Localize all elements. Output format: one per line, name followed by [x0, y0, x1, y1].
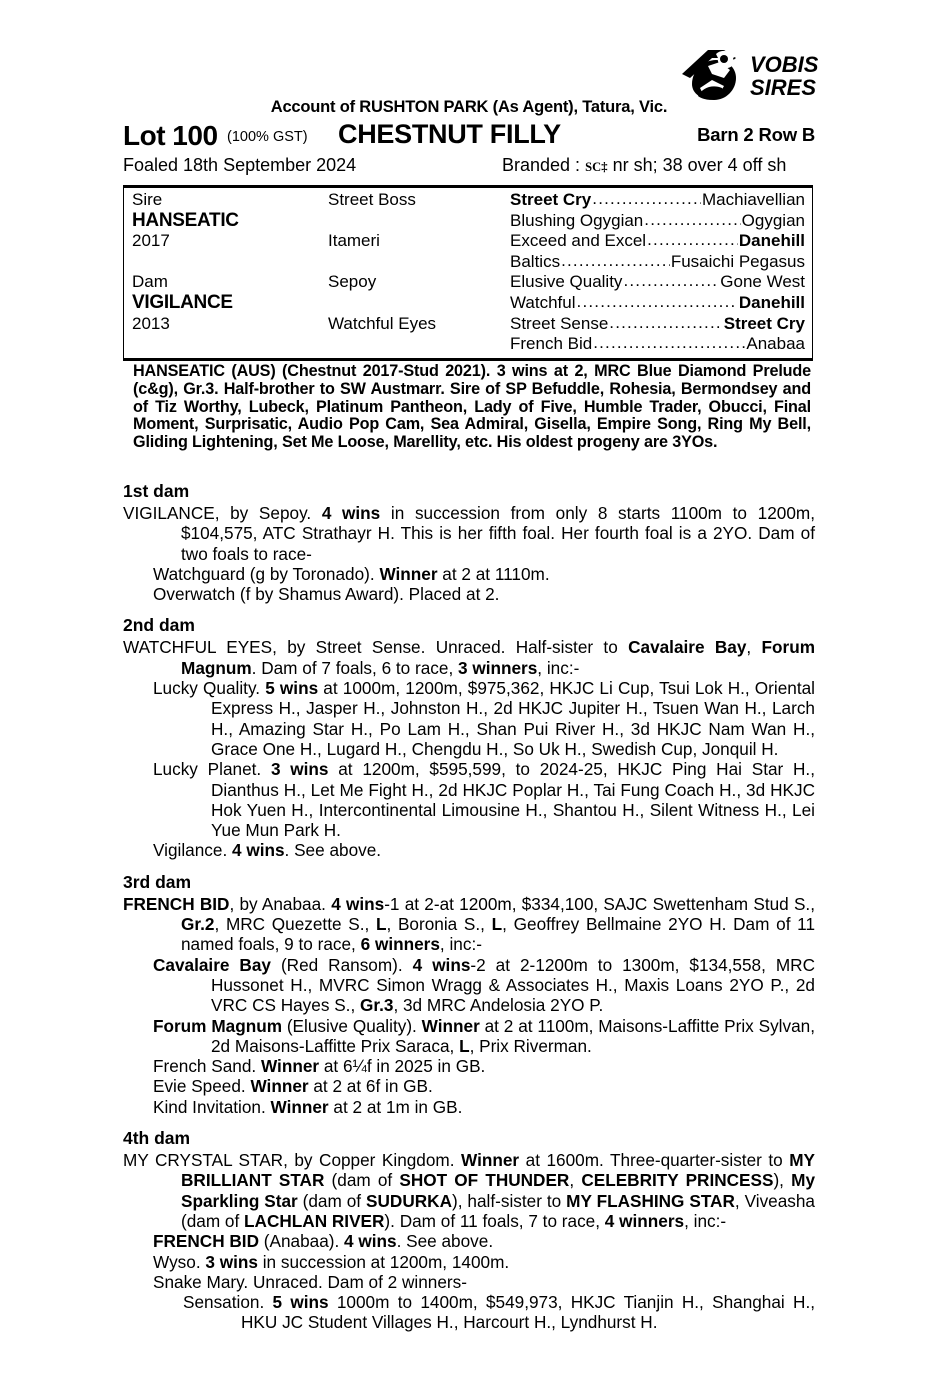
pedigree-cell-second-generation: Sepoy: [328, 272, 377, 292]
branded-description: [502, 155, 786, 176]
account-line: Account of RUSHTON PARK (As Agent), Tatura, Vic.: [270, 98, 668, 116]
highlighted-performance-text: 4 wins: [321, 503, 381, 523]
pedigree-sire-name: Baltics: [510, 251, 561, 271]
dot-leader: [623, 271, 719, 292]
entry-text: (dam of: [297, 1190, 367, 1211]
pedigree-row: [124, 293, 812, 314]
pedigree-cell-second-generation: Watchful Eyes: [328, 313, 437, 333]
pedigree-cell-generation-label: 2013: [132, 313, 170, 333]
highlighted-performance-text: Winner: [270, 1096, 329, 1117]
pedigree-cell-third-generation: [510, 252, 805, 273]
dot-leader: [609, 313, 722, 334]
entry-text: Overwatch (f by Shamus Award). Placed at 2.: [153, 584, 500, 605]
pedigree-entry: [123, 955, 815, 1016]
pedigree-row: [124, 190, 812, 211]
entry-text: in succession from only 8 starts 1100m to 1200m, $104,575, ATC Strathayr H. This is her fifth foal. Her fourth foal is a 2YO. Dam of two foals to race-: [181, 503, 815, 564]
entry-text: at 2 at 1110m.: [437, 563, 550, 584]
entry-text: , inc:-: [537, 657, 580, 678]
entry-text: at 1000m, 1200m, $975,362, HKJC Li Cup, Tsui Lok H., Oriental Express H., Jasper H., Johnston H., 2d HKJC Jupiter H., Tsuen Wan H., Larch H., Amazing Star H., Po Lam H., Shan Pui River H., 3d HKJC Nam Wan H., Grace One H., Lugard H., Chengdu H., So Uk H., Swedish Cup, Jonquil H.: [211, 678, 815, 759]
entry-text: , Prix Riverman.: [469, 1035, 592, 1056]
entry-text: at 2 at 1m in GB.: [328, 1096, 463, 1117]
pedigree-cell-third-generation: [510, 314, 805, 335]
highlighted-performance-text: 4 wins: [232, 840, 285, 861]
highlighted-performance-text: Gr.3: [360, 995, 394, 1016]
pedigree-row: [124, 252, 812, 273]
pedigree-entry: [123, 759, 815, 840]
pedigree-sire-name: French Bid: [510, 334, 593, 354]
dot-leader: [561, 251, 670, 272]
pedigree-dam-name: Gone West: [720, 272, 805, 292]
pedigree-cell-generation-label: 2017: [132, 231, 170, 251]
entry-text: . See above.: [284, 840, 382, 861]
entry-text: , Geoffrey Bellmaine 2YO H. Dam of 11 named foals, 9 to race,: [181, 914, 816, 955]
highlighted-performance-text: Winner: [260, 1056, 320, 1077]
pedigree-cell-third-generation: [510, 231, 805, 252]
entry-text: , Viveasha (dam of: [181, 1190, 815, 1231]
entry-text: Lucky Planet.: [153, 759, 271, 780]
highlighted-performance-text: SUDURKA: [366, 1190, 452, 1211]
entry-text: ,: [746, 637, 762, 658]
pedigree-entry: [123, 584, 815, 604]
entry-text: Snake Mary. Unraced. Dam of 2 winners-: [153, 1271, 467, 1292]
pedigree-row: [124, 314, 812, 335]
logo-word-sires: SIRES: [750, 75, 817, 100]
entry-text: (Anabaa).: [259, 1231, 345, 1252]
pedigree-cell-third-generation: [510, 272, 805, 293]
pedigree-row: [124, 231, 812, 252]
entry-text: Vigilance.: [153, 840, 232, 861]
lot-header-row: [123, 120, 815, 152]
pedigree-cell-third-generation: [510, 211, 805, 232]
pedigree-cell-third-generation: [510, 334, 805, 355]
highlighted-performance-text: 4 wins: [331, 893, 385, 914]
pedigree-entry: [123, 1097, 815, 1117]
entry-text: WATCHFUL EYES, by Street Sense. Unraced. Half-sister to: [123, 637, 629, 658]
pedigree-entry: [123, 503, 815, 564]
pedigree-entry: [123, 1292, 815, 1333]
pedigree-sire-name: Street Sense: [510, 313, 609, 333]
pedigree-cell-third-generation: [510, 293, 805, 314]
pedigree-row: [124, 334, 812, 355]
entry-text: Watchguard (g by Toronado).: [153, 563, 380, 584]
gst-note: (100% GST): [227, 129, 308, 145]
highlighted-performance-text: 4 winners: [604, 1210, 685, 1231]
pedigree-dam-name: Ogygian: [741, 210, 805, 230]
highlighted-performance-text: L: [375, 914, 387, 935]
vobis-sires-logo-icon: [678, 44, 818, 106]
dot-leader: [644, 210, 740, 231]
highlighted-performance-text: FRENCH BID: [153, 1231, 259, 1252]
entry-text: ), half-sister to: [451, 1190, 567, 1211]
pedigree-entry: [123, 1231, 815, 1251]
entry-text: . See above.: [396, 1231, 494, 1252]
entry-text: MY CRYSTAL STAR, by Copper Kingdom.: [123, 1150, 462, 1171]
highlighted-performance-text: SHOT OF THUNDER: [399, 1170, 570, 1191]
entry-text: , by Anabaa.: [229, 893, 332, 914]
entry-text: ). Dam of 11 foals, 7 to race,: [384, 1210, 605, 1231]
entry-text: at 6¼f in 2025 in GB.: [319, 1056, 486, 1077]
highlighted-performance-text: 5 wins: [265, 678, 319, 699]
entry-text: French Sand.: [153, 1056, 261, 1077]
highlighted-performance-text: L: [491, 914, 503, 935]
dam-sections: [123, 480, 815, 1333]
pedigree-entry: [123, 637, 815, 678]
pedigree-dam-name: Machiavellian: [702, 190, 805, 209]
pedigree-entry: [123, 1150, 815, 1231]
entry-text: at 1600m. Three-quarter-sister to: [519, 1150, 790, 1171]
highlighted-performance-text: Gr.2: [181, 914, 215, 935]
dam-section-heading: 3rd dam: [123, 871, 192, 892]
dam-section-heading: 1st dam: [123, 481, 190, 501]
highlighted-performance-text: 4 wins: [344, 1231, 397, 1252]
highlighted-performance-text: 3 wins: [205, 1251, 258, 1272]
pedigree-entry: [123, 1272, 815, 1292]
entry-text: VIGILANCE, by Sepoy.: [123, 503, 322, 523]
dam-section-heading: 2nd dam: [123, 615, 195, 636]
entry-text: 1000m to 1400m, $549,973, HKJC Tianjin H., Shanghai H., HKU JC Student Villages H., Harcourt H., Lyndhurst H.: [241, 1292, 815, 1333]
highlighted-performance-text: CELEBRITY PRINCESS: [581, 1170, 774, 1191]
vobis-sires-logo: [678, 44, 818, 106]
pedigree-sire-name: Exceed and Excel: [510, 231, 647, 251]
pedigree-dam-name: Danehill: [738, 292, 805, 312]
pedigree-entry: [123, 894, 815, 955]
pedigree-row: [124, 211, 812, 232]
pedigree-entry: [123, 1016, 815, 1057]
highlighted-performance-text: Cavalaire Bay: [153, 954, 271, 975]
entry-text: Sensation.: [183, 1292, 273, 1313]
highlighted-performance-text: 5 wins: [272, 1292, 329, 1313]
pedigree-cell-generation-label: Sire: [132, 190, 163, 209]
pedigree-row: [124, 272, 812, 293]
barn-row-location: Barn 2 Row B: [697, 124, 815, 145]
highlighted-performance-text: MY FLASHING STAR: [566, 1190, 735, 1211]
pedigree-sire-name: Blushing Ogygian: [510, 210, 644, 230]
highlighted-performance-text: Cavalaire Bay: [628, 637, 747, 658]
pedigree-sire-name: Street Cry: [510, 190, 592, 209]
highlighted-performance-text: Forum Magnum: [153, 1015, 282, 1036]
entry-text: , inc:-: [439, 934, 482, 955]
pedigree-entry: [123, 840, 815, 860]
entry-text: Lucky Quality.: [153, 678, 266, 699]
highlighted-performance-text: Winner: [250, 1076, 309, 1097]
pedigree-cell-generation-label: VIGILANCE: [132, 291, 233, 313]
entry-text: at 1200m, $595,599, to 2024-25, HKJC Ping Hai Star H., Dianthus H., Let Me Fight H., 2d HKJC Poplar H., Tai Fung Coach H., 3d HKJC Hok Yuen H., Intercontinental Limousine H., Shantou H., Silent Witness H., Lei Yue Mun Park H.: [211, 759, 815, 841]
pedigree-sire-name: Watchful: [510, 292, 576, 312]
dam-section-heading: 4th dam: [123, 1128, 191, 1149]
highlighted-performance-text: Winner: [421, 1015, 480, 1036]
pedigree-dam-name: Fusaichi Pegasus: [670, 251, 805, 271]
highlighted-performance-text: My Sparkling Star: [181, 1170, 816, 1211]
pedigree-dam-name: Danehill: [738, 231, 805, 251]
entry-text: Kind Invitation.: [153, 1096, 271, 1117]
highlighted-performance-text: 3 winners: [458, 657, 538, 678]
foaled-date: Foaled 18th September 2024: [123, 155, 357, 175]
lot-number: Lot 100: [123, 120, 218, 151]
highlighted-performance-text: 3 wins: [270, 759, 329, 780]
pedigree-entry: [123, 678, 815, 759]
dot-leader: [647, 230, 738, 251]
dot-leader: [577, 292, 738, 313]
entry-text: . Dam of 7 foals, 6 to race,: [251, 657, 458, 678]
entry-text: Wyso.: [153, 1251, 206, 1272]
pedigree-cell-second-generation: Street Boss: [328, 190, 416, 209]
entry-text: (dam of: [324, 1170, 400, 1191]
entry-text: (Elusive Quality).: [281, 1015, 422, 1036]
pedigree-dam-name: Street Cry: [723, 313, 805, 333]
dot-leader: [592, 189, 701, 210]
branded-rest: nr sh; 38 over 4 off sh: [607, 155, 787, 175]
pedigree-entry: [123, 564, 815, 584]
colour-and-sex: CHESTNUT FILLY: [338, 119, 561, 149]
branded-label: Branded :: [502, 155, 586, 175]
entry-text: ),: [773, 1170, 792, 1191]
highlighted-performance-text: Winner: [379, 563, 438, 584]
entry-text: , inc:-: [684, 1210, 727, 1231]
logo-word-vobis: VOBIS: [750, 52, 818, 77]
pedigree-entry: [123, 1056, 815, 1076]
foaled-branded-row: [123, 155, 815, 179]
pedigree-table: [123, 185, 813, 361]
highlighted-performance-text: Forum Magnum: [181, 637, 815, 678]
highlighted-performance-text: FRENCH BID: [123, 893, 230, 914]
entry-text: at 2 at 1100m, Maisons-Laffitte Prix Sylvan, 2d Maisons-Laffitte Prix Saraca,: [211, 1015, 815, 1056]
highlighted-performance-text: Winner: [461, 1150, 520, 1171]
entry-text: in succession at 1200m, 1400m.: [257, 1251, 510, 1272]
entry-text: , MRC Quezette S.,: [214, 914, 376, 935]
entry-text: -1 at 2-at 1200m, $334,100, SAJC Swettenham Stud S.,: [384, 893, 815, 914]
highlighted-performance-text: 4 wins: [412, 954, 471, 975]
highlighted-performance-text: 6 winners: [360, 934, 440, 955]
entry-text: ,: [569, 1170, 582, 1191]
dot-leader: [593, 333, 745, 354]
pedigree-dam-name: Anabaa: [746, 334, 805, 354]
highlighted-performance-text: L: [459, 1035, 470, 1056]
pedigree-entry: [123, 1252, 815, 1272]
brand-mark-glyph: SC‡: [585, 160, 608, 174]
entry-text: at 2 at 6f in GB.: [308, 1076, 433, 1097]
pedigree-sire-name: Elusive Quality: [510, 272, 623, 292]
pedigree-entry: [123, 1076, 815, 1096]
pedigree-cell-third-generation: [510, 190, 805, 211]
highlighted-performance-text: MY BRILLIANT STAR: [181, 1150, 815, 1191]
pedigree-cell-generation-label: HANSEATIC: [132, 209, 239, 231]
entry-text: (Red Ransom).: [270, 954, 413, 975]
pedigree-cell-generation-label: Dam: [132, 272, 168, 292]
pedigree-cell-second-generation: Itameri: [328, 231, 380, 251]
entry-text: , Boronia S.,: [386, 914, 492, 935]
highlighted-performance-text: LACHLAN RIVER: [244, 1210, 385, 1231]
entry-text: Evie Speed.: [153, 1076, 251, 1097]
entry-text: -2 at 2-1200m to 1300m, $134,558, MRC Hussonet H., MVRC Simon Wragg & Associates H., Maxis Loans 2YO P., 2d VRC CS Hayes S.,: [211, 954, 815, 1016]
entry-text: , 3d MRC Andelosia 2YO P.: [393, 995, 604, 1016]
sire-precis-paragraph: HANSEATIC (AUS) (Chestnut 2017-Stud 2021). 3 wins at 2, MRC Blue Diamond Prelude (c&g), Gr.3. Half-brother to SW Austmarr. Sire of SP Befuddle, Rohesia, Bermondsey and of Tiz Worthy, Lubeck, Platinum Pantheon, Lady of Five, Humble Trader, Obucci, Final Moment, Surprisatic, Audio Pop Cam, Sea Admiral, Gisella, Empire Song, Ring My Bell, Gliding Lightening, Set Me Loose, Marellity, etc. His oldest progeny are 3YOs.: [133, 362, 811, 452]
